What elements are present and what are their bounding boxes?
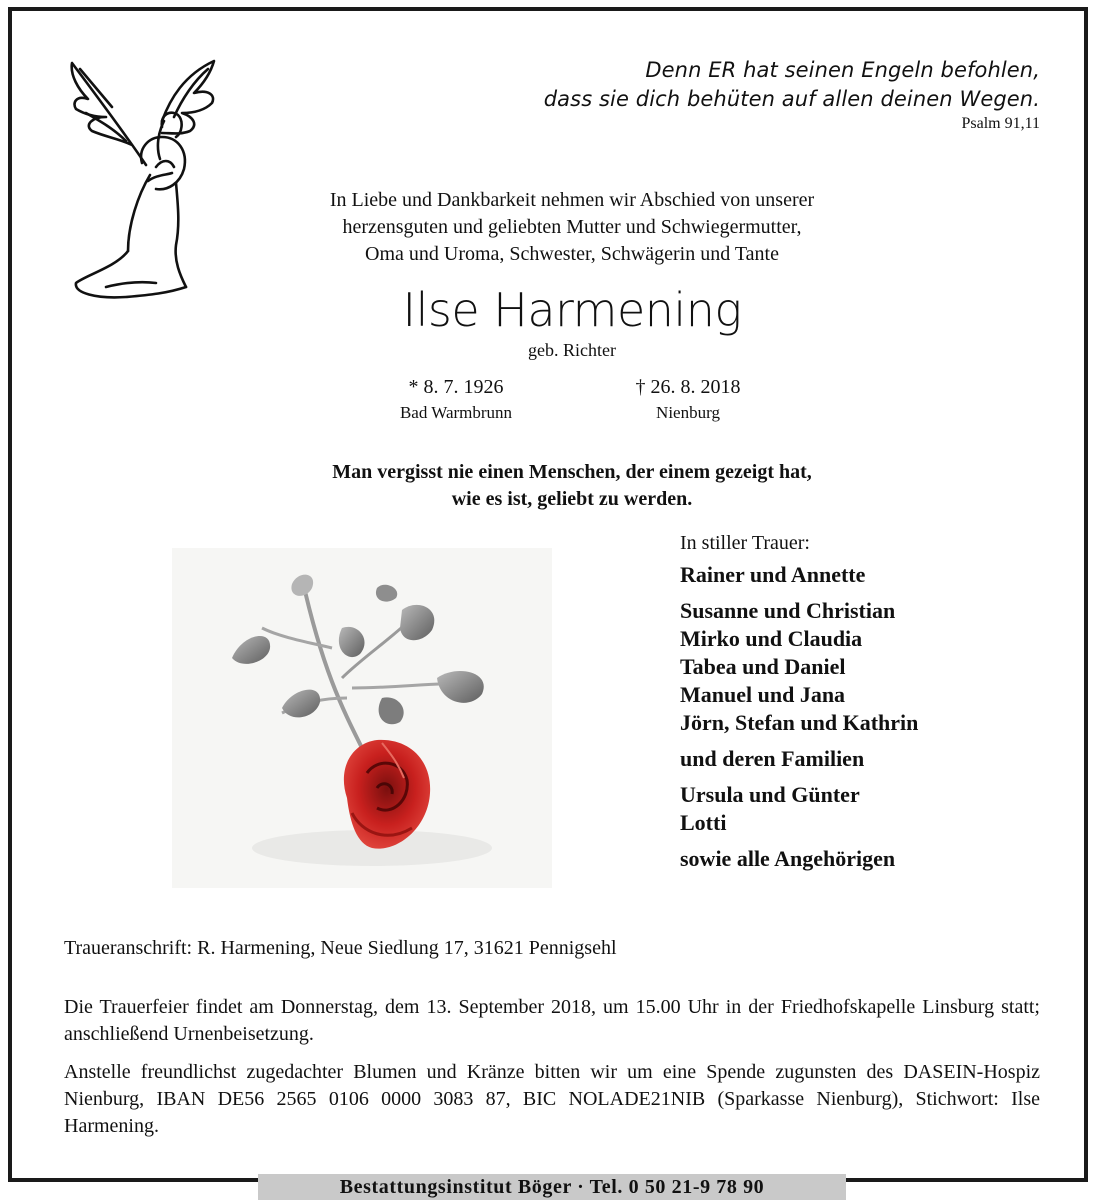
mourner-name: sowie alle Angehörigen <box>680 846 896 871</box>
mourners-list <box>680 532 918 881</box>
rose-photo <box>172 548 552 888</box>
birth-place: Bad Warmbrunn <box>399 403 513 422</box>
donation-info: Anstelle freundlichst zugedachter Blumen und Kränze bitten wir um eine Spende zugunsten des DASEIN-Hospiz Nienburg, IBAN DE56 2565 0106 0000 3083 87, BIC NOLADE21NIB (Sparkasse Nienburg), Stichwort: Ilse Harmening. <box>64 1061 1040 1137</box>
mourner-group <box>680 845 918 873</box>
bible-quote <box>544 56 1040 114</box>
mourner-group <box>680 597 918 737</box>
motto <box>230 459 914 513</box>
intro-line: herzensguten und geliebten Mutter und Schwiegermutter, <box>342 216 802 238</box>
deceased-name: Ilse Harmening <box>402 283 742 337</box>
death-place: Nienburg <box>656 403 720 422</box>
quote-source: Psalm 91,11 <box>961 115 1040 132</box>
motto-line: Man vergisst nie einen Menschen, der einem gezeigt hat, <box>332 461 812 483</box>
quote-line: dass sie dich behüten auf allen deinen Wegen. <box>543 87 1040 111</box>
intro-text <box>230 187 914 268</box>
ceremony-info: Die Trauerfeier findet am Donnerstag, dem 13. September 2018, um 15.00 Uhr in der Friedhofskapelle Linsburg statt; anschließend Urnenbeisetzung. <box>64 996 1040 1045</box>
mourner-group <box>680 781 918 837</box>
mourner-name: und deren Familien <box>680 746 865 771</box>
rose-illustration <box>172 548 552 888</box>
maiden-name: geb. Richter <box>528 340 616 360</box>
mourners-heading: In stiller Trauer: <box>680 532 810 554</box>
mourner-name: Tabea und Daniel <box>680 654 846 679</box>
mourner-group <box>680 561 918 589</box>
intro-line: In Liebe und Dankbarkeit nehmen wir Abschied von unserer <box>329 189 815 211</box>
angel-icon <box>66 55 226 310</box>
mourner-name: Manuel und Jana <box>680 682 846 707</box>
mourning-address: Traueranschrift: R. Harmening, Neue Siedlung 17, 31621 Pennigsehl <box>64 937 617 959</box>
mourner-name: Rainer und Annette <box>680 562 866 587</box>
mourner-name: Susanne und Christian <box>680 598 896 623</box>
motto-line: wie es ist, geliebt zu werden. <box>451 488 693 510</box>
mourner-group <box>680 745 918 773</box>
mourner-name: Lotti <box>680 810 727 835</box>
funeral-home-footer: Bestattungsinstitut Böger · Tel. 0 50 21-9 78 90 <box>258 1174 846 1200</box>
intro-line: Oma und Uroma, Schwester, Schwägerin und Tante <box>365 243 779 265</box>
death-date: † 26. 8. 2018 <box>635 376 741 398</box>
birth-date: * 8. 7. 1926 <box>408 376 504 398</box>
quote-line: Denn ER hat seinen Engeln befohlen, <box>645 58 1040 82</box>
mourner-name: Mirko und Claudia <box>680 626 863 651</box>
mourner-name: Jörn, Stefan und Kathrin <box>680 710 919 735</box>
mourner-name: Ursula und Günter <box>680 782 860 807</box>
